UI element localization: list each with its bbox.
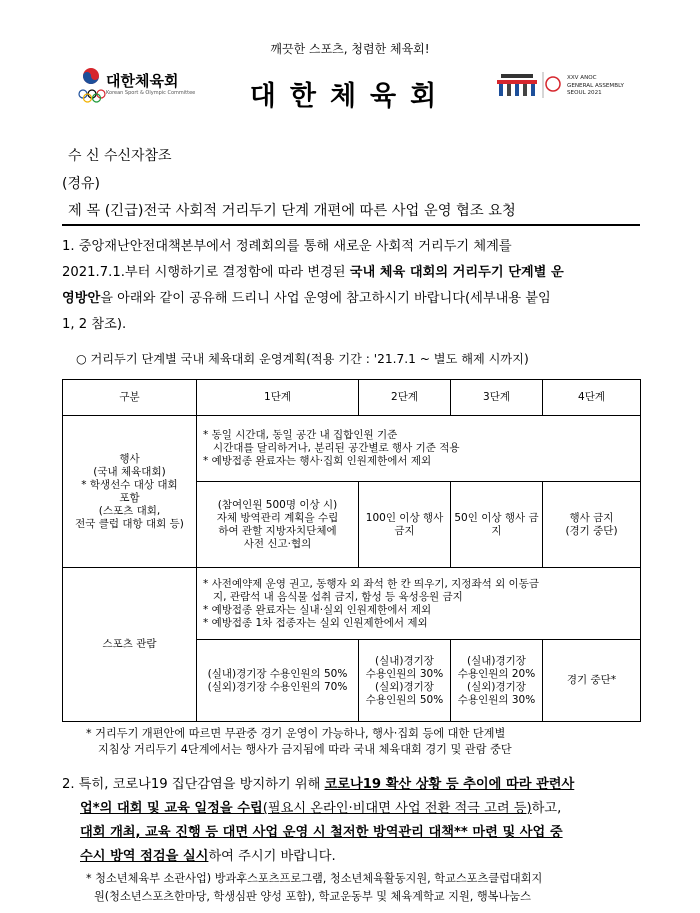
text-span: 하고, (531, 801, 562, 816)
event-level4 (543, 482, 641, 568)
cell-line: (참여인원 500명 이상 시) (217, 498, 338, 511)
cell-line: 수용인원의 30% (457, 693, 536, 706)
subject: 제 목 (긴급)전국 사회적 거리두기 단계 개편에 따른 사업 운영 협조 요청 (68, 203, 516, 219)
logo-subtitle: Korean Sport & Olympic Committee (106, 90, 196, 96)
paragraph-line (62, 797, 652, 821)
cell-line: 수용인원의 20% (457, 667, 536, 680)
plan-heading: ○ 거리두기 단계별 국내 체육대회 운영계획(적용 기간 : '21.7.1 ~ 별도 해제 시까지) (76, 352, 529, 366)
event-common-rules (197, 416, 641, 482)
cell-line: 행사 (119, 452, 140, 465)
paragraph-line (62, 260, 642, 286)
slogan: 깨끗한 스포츠, 청렴한 체육회! (270, 42, 430, 56)
emphasis-text: 대회 개최, 교육 진행 등 대면 사업 운영 시 철저한 방역관리 대책** 마련 및 사업 중 (80, 825, 563, 840)
cell-line: 하여 관할 지방자치단체에 (218, 524, 337, 537)
spectating-level3 (451, 640, 543, 722)
spectating-level4: 경기 중단* (543, 640, 641, 722)
anoc-line: XXV ANOC (567, 75, 597, 81)
table-header-cell: 3단계 (451, 380, 543, 416)
cell-line: 수용인원의 30% (365, 667, 444, 680)
footnote-line: * 청소년체육부 소관사업) 방과후스포츠프로그램, 청소년체육활동지원, 학교스포츠클럽대회지 (86, 872, 543, 885)
cell-line: 행사 금지 (569, 511, 614, 524)
table-note (86, 726, 512, 758)
cell-line: * 예방접종 완료자는 실내·실외 인원제한에서 제외 (203, 603, 432, 616)
table-header-cell: 1단계 (197, 380, 359, 416)
emphasis-text: 수시 방역 점검을 실시 (80, 849, 209, 864)
anoc-line: GENERAL ASSEMBLY (567, 82, 624, 89)
event-level3: 50인 이상 행사 금지 (451, 482, 543, 568)
cell-line: 시간대를 달리하거나, 분리된 공간별로 행사 기준 적용 (203, 442, 460, 454)
underlined-text: (필요시 온라인·비대면 사업 전환 적극 고려 등) (262, 801, 532, 816)
bold-text: 국내 체육 대회의 거리두기 단계별 운 (349, 265, 564, 280)
subject-divider (62, 224, 640, 226)
footnote (86, 870, 542, 906)
paragraph-2 (62, 773, 652, 869)
plan-table (62, 379, 641, 722)
org-title: 대한체육회 (249, 81, 451, 112)
text-span: 을 아래와 같이 공유해 드리니 사업 운영에 참고하시기 바랍니다(세부내용 붙임 (100, 291, 551, 306)
anoc-text (567, 75, 624, 98)
table-header-row (63, 380, 641, 416)
paragraph-line: 1. 중앙재난안전대책본부에서 정례회의를 통해 새로운 사회적 거리두기 체계를 (62, 239, 512, 254)
cell-line: (스포츠 대회, (98, 504, 161, 517)
row-label-event (63, 416, 197, 568)
event-level1 (197, 482, 359, 568)
spectating-level1 (197, 640, 359, 722)
note-line: * 거리두기 개편안에 따르면 무관중 경기 운영이 가능하나, 행사·집회 등에 대한 단계별 (86, 727, 506, 740)
cell-line: (실외)경기장 (467, 680, 526, 693)
cell-line: * 학생선수 대상 대회 (81, 478, 178, 491)
paragraph-line (62, 773, 652, 797)
anoc-emblem-icon (497, 72, 561, 98)
table-header-cell: 구분 (63, 380, 197, 416)
paragraph-line (62, 286, 642, 312)
table-row (63, 416, 641, 482)
cell-line: 수용인원의 50% (365, 693, 444, 706)
text-span: 2. 특히, 코로나19 집단감염을 방지하기 위해 (62, 777, 325, 792)
footnote-line: 원(청소년스포츠한마당, 학생심판 양성 포함), 학교운동부 및 체육계학교 지원, 행복나눔스 (94, 890, 531, 903)
anoc-logo (497, 72, 647, 106)
recipient: 수 신 수신자참조 (68, 148, 172, 164)
paragraph-line (62, 845, 652, 869)
cell-line: (경기 중단) (565, 524, 618, 537)
text-span: 하여 주시기 바랍니다. (208, 849, 336, 864)
event-level2: 100인 이상 행사 금지 (359, 482, 451, 568)
cell-line: * 예방접종 1차 접종자는 실외 인원제한에서 제외 (203, 616, 428, 629)
spectating-level2 (359, 640, 451, 722)
anoc-line: SEOUL 2021 (567, 90, 602, 96)
cell-line: 사전 신고·협의 (243, 537, 312, 550)
cell-line: 전국 클럽 대항 대회 등) (75, 517, 184, 530)
table-header-cell: 2단계 (359, 380, 451, 416)
cell-line: * 동일 시간대, 동일 공간 내 집합인원 기준 (203, 429, 398, 441)
cell-line: (실내)경기장 (467, 654, 526, 667)
emphasis-text: 코로나19 확산 상황 등 추이에 따라 관련사 (324, 777, 575, 792)
cell-line: (실내)경기장 수용인원의 50% (207, 667, 348, 680)
table-header-cell: 4단계 (543, 380, 641, 416)
cell-line: (실내)경기장 (375, 654, 434, 667)
note-line: 지침상 거리두기 4단계에서는 행사가 금지됨에 따라 국내 체육대회 경기 및 관람 중단 (98, 743, 512, 756)
logo-name: 대한체육회 (106, 72, 179, 90)
via: (경유) (62, 176, 100, 192)
cell-line: 지, 관람석 내 음식물 섭취 금지, 함성 등 육성응원 금지 (203, 590, 463, 603)
table-row (63, 568, 641, 640)
emphasis-text: 업*의 대회 및 교육 일정을 수립 (80, 801, 263, 816)
paragraph-1 (62, 234, 642, 338)
spectating-common-rules (197, 568, 641, 640)
row-label-spectating: 스포츠 관람 (63, 568, 197, 722)
cell-line: (실외)경기장 (375, 680, 434, 693)
cell-line: (실외)경기장 수용인원의 70% (207, 680, 348, 693)
bold-text: 영방안 (62, 291, 101, 306)
cell-line: * 사전예약제 운영 권고, 동행자 외 좌석 한 칸 띄우기, 지정좌석 외 이동금 (203, 577, 539, 590)
cell-line: 자체 방역관리 계획을 수립 (216, 511, 339, 524)
text-span: 2021.7.1.부터 시행하기로 결정함에 따라 변경된 (62, 265, 350, 280)
cell-line: 포함 (119, 491, 140, 504)
cell-line: (국내 체육대회) (93, 465, 166, 478)
cell-line: * 예방접종 완료자는 행사·집회 인원제한에서 제외 (203, 455, 432, 467)
paragraph-line: 1, 2 참조). (62, 317, 127, 332)
